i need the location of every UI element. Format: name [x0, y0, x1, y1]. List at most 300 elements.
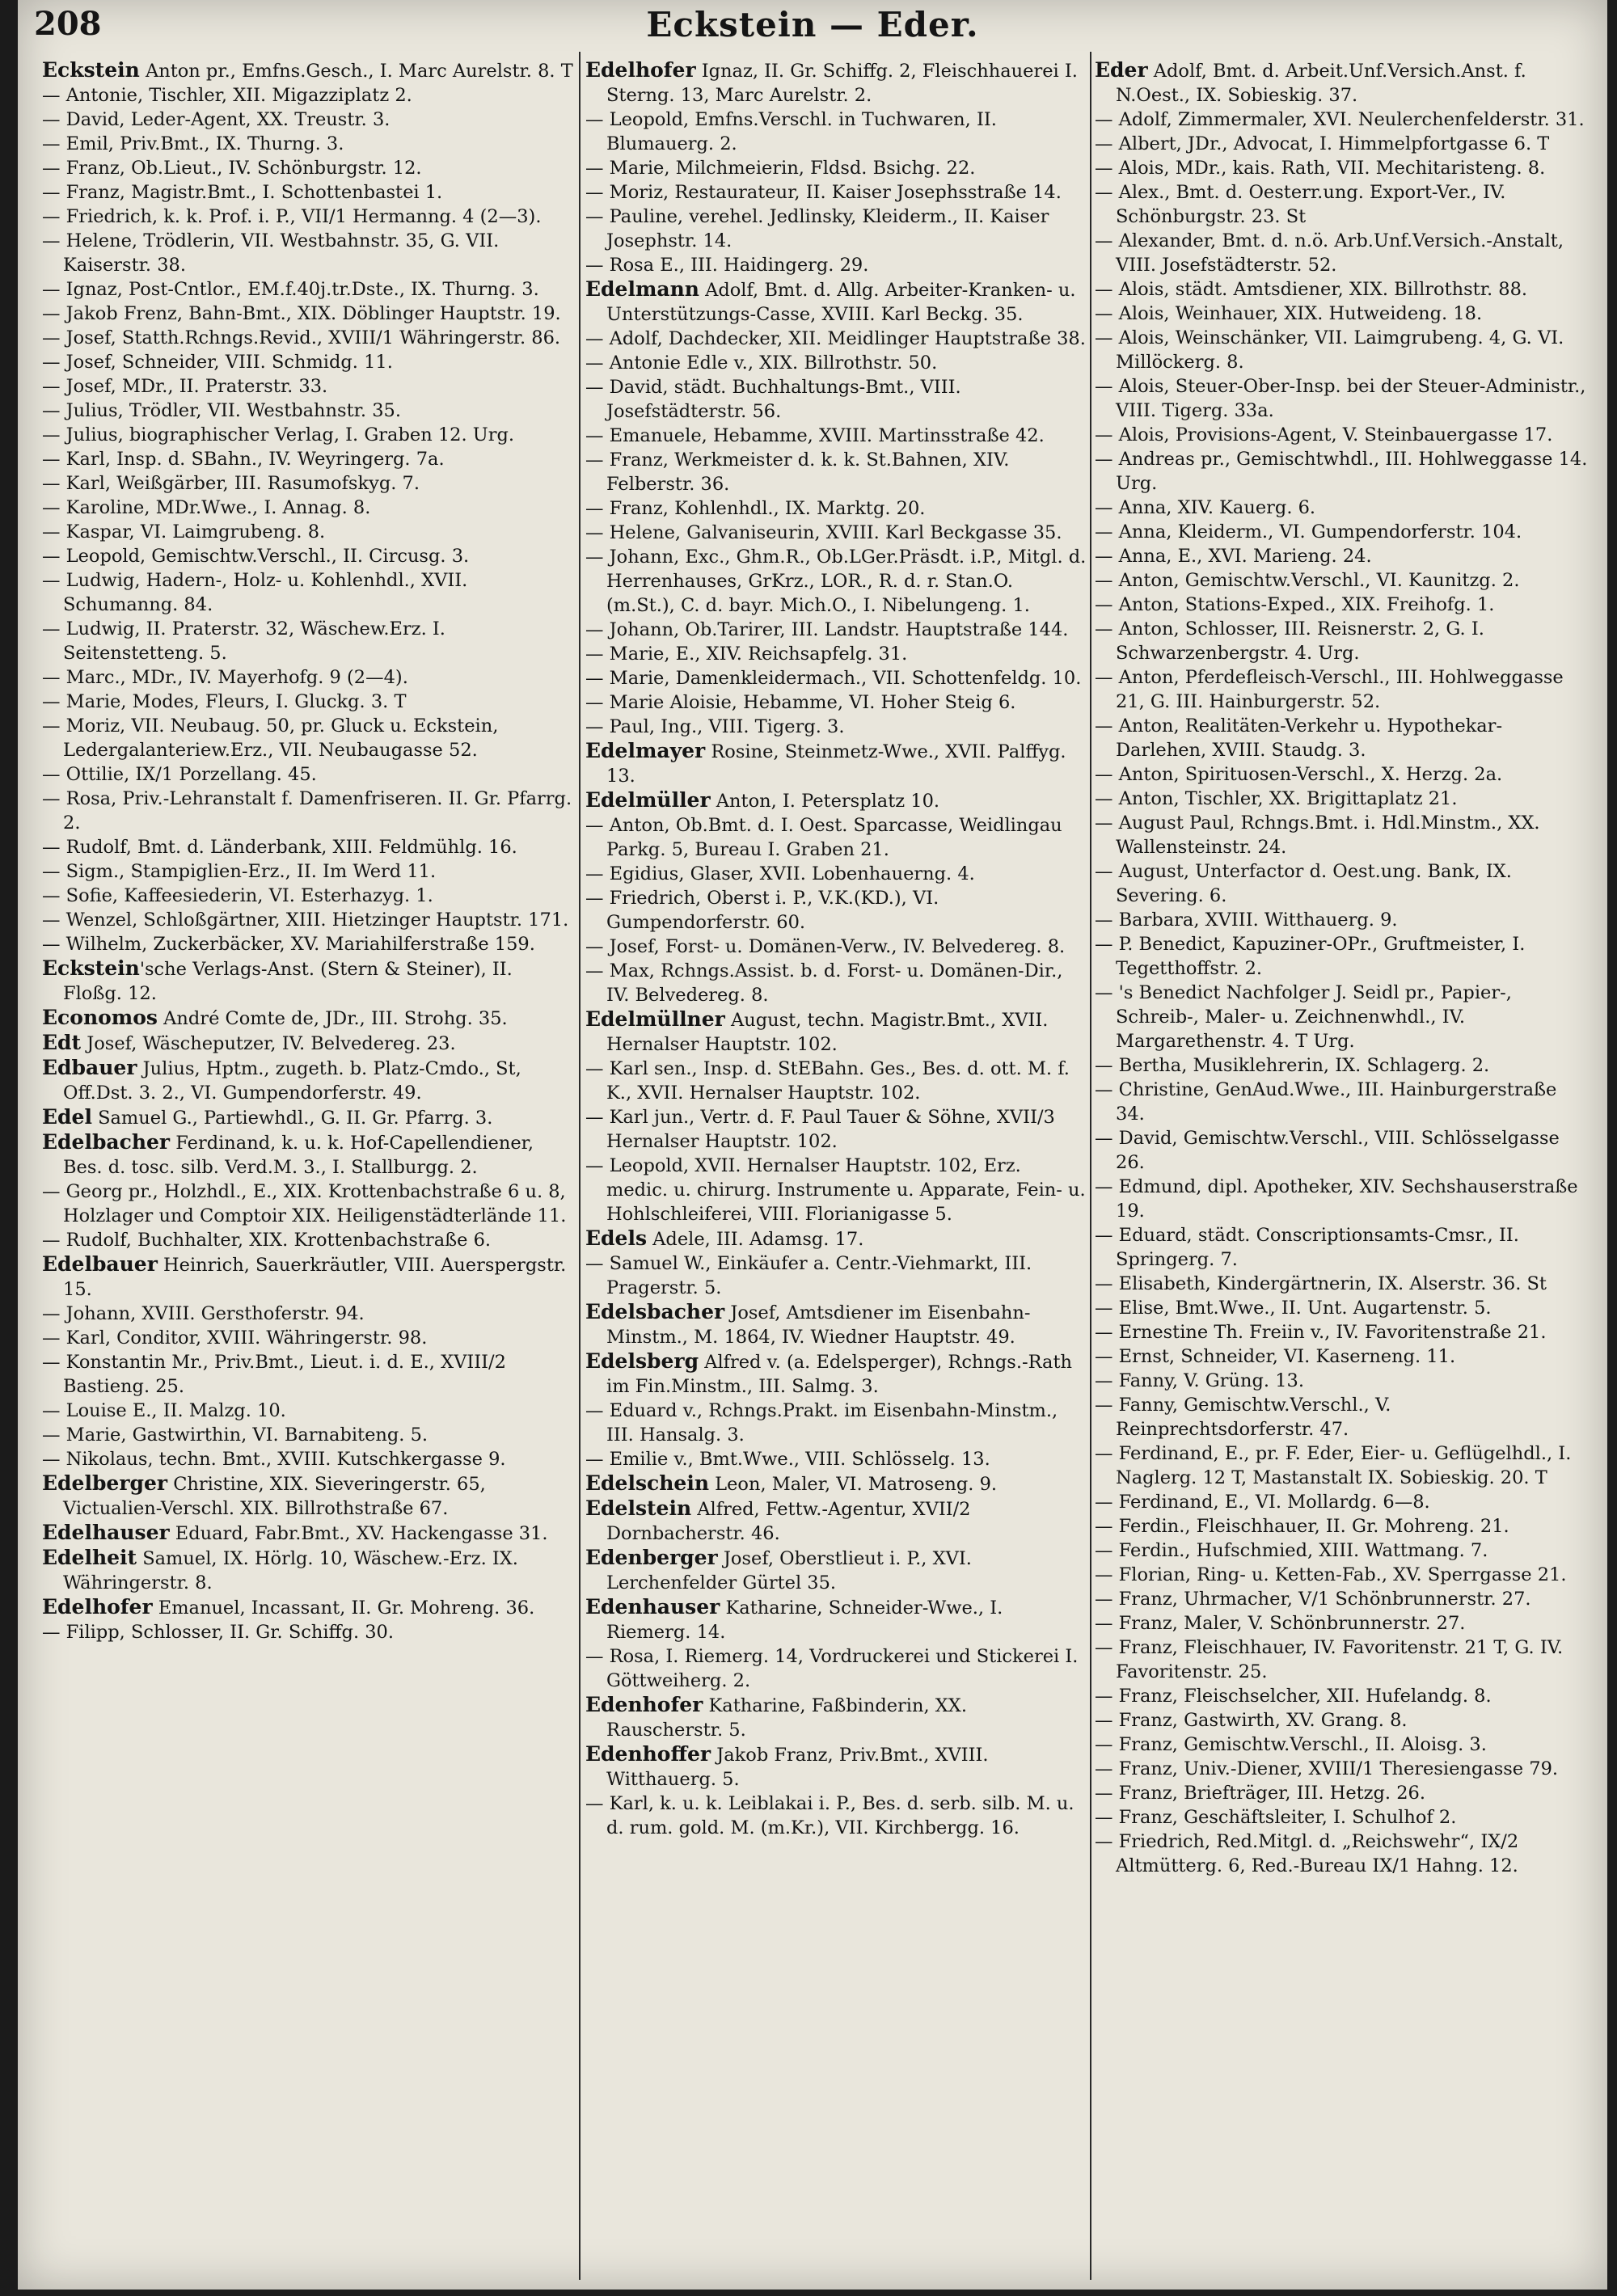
directory-entry	[585, 1644, 1087, 1693]
entry-text: — Ludwig, II. Praterstr. 32, Wäschew.Erz. I. Seitenstetteng. 5.	[42, 618, 445, 664]
directory-entry	[1095, 1369, 1588, 1393]
directory-entry	[585, 1496, 1087, 1546]
entry-headword: Edelsberg	[585, 1349, 699, 1373]
entry-text: — Ferdin., Hufschmied, XIII. Wattmang. 7.	[1095, 1540, 1488, 1561]
directory-entry	[1095, 423, 1588, 447]
entry-text: — Johann, Ob.Tarirer, III. Landstr. Hauptstraße 144.	[585, 619, 1069, 640]
entry-text: — Anton, Pferdefleisch-Verschl., III. Hohlweggasse 21, G. III. Hainburgerstr. 52.	[1095, 667, 1564, 712]
directory-entry	[42, 277, 576, 302]
entry-text: — Helene, Galvaniseurin, XVIII. Karl Beckgasse 35.	[585, 522, 1062, 543]
directory-entry	[1095, 1126, 1588, 1175]
entry-text: — Moriz, VII. Neubaug. 50, pr. Gluck u. Eckstein, Ledergalanteriew.Erz., VII. Neubaugasse 52.	[42, 715, 499, 761]
directory-entry	[1095, 981, 1588, 1053]
entry-text: Jakob Franz, Priv.Bmt., XVIII. Witthauerg. 5.	[606, 1745, 989, 1790]
directory-entry	[1095, 58, 1588, 108]
entry-text: — Pauline, verehel. Jedlinsky, Kleiderm., II. Kaiser Josephstr. 14.	[585, 206, 1049, 251]
entry-text: — August, Unterfactor d. Oest.ung. Bank, IX. Severing. 6.	[1095, 861, 1512, 906]
entry-text: Katharine, Schneider-Wwe., I. Riemerg. 14.	[606, 1597, 1003, 1643]
entry-text: — Ludwig, Hadern-, Holz- u. Kohlenhdl., XVII. Schumanng. 84.	[42, 570, 468, 615]
directory-entry	[42, 1130, 576, 1180]
entry-text: — Franz, Kohlenhdl., IX. Marktg. 20.	[585, 498, 926, 519]
directory-entry	[42, 665, 576, 690]
entry-text: — Karl, Insp. d. SBahn., IV. Weyringerg. 7a.	[42, 449, 445, 470]
entry-text: Adele, III. Adamsg. 17.	[647, 1229, 864, 1250]
entry-text: — Adolf, Dachdecker, XII. Meidlinger Hauptstraße 38.	[585, 328, 1086, 349]
entry-text: — Leopold, Gemischtw.Verschl., II. Circusg. 3.	[42, 546, 470, 567]
entry-text: — Franz, Ob.Lieut., IV. Schönburgstr. 12.	[42, 158, 422, 179]
directory-entry	[1095, 1830, 1588, 1878]
directory-entry	[585, 545, 1087, 618]
entry-text: — Alexander, Bmt. d. n.ö. Arb.Unf.Versich.-Anstalt, VIII. Josefstädterstr. 52.	[1095, 230, 1564, 276]
directory-entry	[585, 180, 1087, 205]
directory-entry	[1095, 714, 1588, 762]
entry-text: — Alois, Provisions-Agent, V. Steinbauergasse 17.	[1095, 424, 1553, 445]
entry-text: — Friedrich, Oberst i. P., V.K.(KD.), VI. Gumpendorferstr. 60.	[585, 888, 939, 933]
entry-text: — Paul, Ing., VIII. Tigerg. 3.	[585, 716, 845, 737]
entry-text: — Elisabeth, Kindergärtnerin, IX. Alserstr. 36. St	[1095, 1273, 1547, 1294]
directory-entry	[42, 471, 576, 496]
entry-text: — Josef, Statth.Rchngs.Revid., XVIII/1 Währingerstr. 86.	[42, 327, 561, 348]
entry-text: Alfred v. (a. Edelsperger), Rchngs.-Rath im Fin.Minstm., III. Salmg. 3.	[606, 1352, 1073, 1397]
entry-text: — Rudolf, Buchhalter, XIX. Krottenbachstraße 6.	[42, 1230, 492, 1251]
directory-entry	[1095, 544, 1588, 568]
directory-entry	[1095, 229, 1588, 277]
entry-text: — Anton, Realitäten-Verkehr u. Hypothekar-Darlehen, XVIII. Staudg. 3.	[1095, 715, 1503, 761]
directory-entry	[42, 762, 576, 787]
directory-entry	[585, 1349, 1087, 1399]
column-middle	[585, 58, 1087, 2273]
entry-text: Anton, I. Petersplatz 10.	[710, 791, 940, 812]
entry-text: — Anton, Ob.Bmt. d. I. Oest. Sparcasse, Weidlingau Parkg. 5, Bureau I. Graben 21.	[585, 815, 1062, 860]
entry-text: — Marie, E., XIV. Reichsapfelg. 31.	[585, 644, 908, 665]
directory-entry	[1095, 1320, 1588, 1344]
directory-entry	[1095, 568, 1588, 593]
entry-text: — Elise, Bmt.Wwe., II. Unt. Augartenstr. 5.	[1095, 1298, 1492, 1319]
entry-text: — Alois, Steuer-Ober-Insp. bei der Steuer-Administr., VIII. Tigerg. 33a.	[1095, 376, 1586, 421]
directory-entry	[585, 205, 1087, 253]
directory-entry	[585, 1007, 1087, 1057]
entry-text: — Franz, Uhrmacher, V/1 Schönbrunnerstr. 27.	[1095, 1589, 1531, 1610]
entry-text: — Antonie Edle v., XIX. Billrothstr. 50.	[585, 352, 938, 374]
directory-entry	[42, 58, 576, 83]
entry-text: — Franz, Geschäftsleiter, I. Schulhof 2.	[1095, 1807, 1457, 1828]
entry-text: — Anna, E., XVI. Marieng. 24.	[1095, 546, 1372, 567]
entry-text: — Antonie, Tischler, XII. Migazziplatz 2.	[42, 85, 412, 106]
directory-entry	[585, 327, 1087, 351]
entry-text: — Andreas pr., Gemischtwhdl., III. Hohlweggasse 14. Urg.	[1095, 449, 1588, 494]
directory-entry	[42, 1031, 576, 1056]
entry-headword: Eckstein	[42, 58, 140, 82]
directory-entry	[585, 496, 1087, 521]
entry-text: — Alois, städt. Amtsdiener, XIX. Billrothstr. 88.	[1095, 279, 1528, 300]
entry-headword: Edels	[585, 1226, 648, 1250]
entry-text: — Edmund, dipl. Apotheker, XIV. Sechshauserstraße 19.	[1095, 1176, 1578, 1222]
entry-text: Samuel, IX. Hörlg. 10, Wäschew.-Erz. IX. Währingerstr. 8.	[63, 1548, 518, 1593]
directory-entry	[585, 690, 1087, 715]
directory-entry	[42, 374, 576, 399]
entry-text: — Franz, Univ.-Diener, XVIII/1 Theresiengasse 79.	[1095, 1758, 1559, 1779]
entry-text: — Filipp, Schlosser, II. Gr. Schiffg. 30.	[42, 1622, 395, 1643]
entry-text: — Anna, XIV. Kauerg. 6.	[1095, 497, 1316, 518]
directory-entry	[42, 1180, 576, 1228]
directory-entry	[1095, 302, 1588, 326]
entry-text: — Florian, Ring- u. Ketten-Fab., XV. Sperrgasse 21.	[1095, 1564, 1567, 1585]
entry-headword: Economos	[42, 1006, 158, 1029]
directory-entry	[1095, 1611, 1588, 1635]
directory-entry	[1095, 1393, 1588, 1441]
directory-entry	[585, 1399, 1087, 1447]
directory-entry	[585, 1742, 1087, 1792]
directory-entry	[42, 520, 576, 544]
directory-entry	[1095, 1296, 1588, 1320]
entry-headword: Edelmann	[585, 277, 699, 301]
directory-entry	[1095, 108, 1588, 132]
entry-text: — Franz, Maler, V. Schönbrunnerstr. 27.	[1095, 1613, 1466, 1634]
directory-entry	[42, 835, 576, 859]
entry-text: — Rosa, Priv.-Lehranstalt f. Damenfriseren. II. Gr. Pfarrg. 2.	[42, 788, 572, 834]
directory-entry	[585, 351, 1087, 375]
entry-text: August, techn. Magistr.Bmt., XVII. Hernalser Hauptstr. 102.	[606, 1010, 1049, 1055]
entry-text: — Fanny, V. Grüng. 13.	[1095, 1370, 1304, 1391]
directory-entry	[585, 715, 1087, 739]
entry-text: — Leopold, Emfns.Verschl. in Tuchwaren, II. Blumauerg. 2.	[585, 109, 997, 154]
directory-entry	[42, 1326, 576, 1350]
directory-entry	[42, 714, 576, 762]
directory-entry	[1095, 1635, 1588, 1684]
directory-entry	[42, 617, 576, 665]
entry-text: — Karl, Weißgärber, III. Rasumofskyg. 7.	[42, 473, 420, 494]
entry-text: — Georg pr., Holzhdl., E., XIX. Krottenbachstraße 6 u. 8, Holzlager und Comptoir XIX. Heiligenstädterlände 11.	[42, 1181, 567, 1226]
directory-entry	[42, 1595, 576, 1620]
directory-entry	[1095, 859, 1588, 908]
entry-headword: Edelmüllner	[585, 1007, 725, 1031]
directory-entry	[585, 788, 1087, 813]
entry-text: — Friedrich, k. k. Prof. i. P., VII/1 Hermanng. 4 (2—3).	[42, 206, 542, 227]
directory-entry	[1095, 180, 1588, 229]
entry-text: — Adolf, Zimmermaler, XVI. Neulerchenfelderstr. 31.	[1095, 109, 1585, 130]
directory-entry	[585, 959, 1087, 1007]
entry-text: — Karl, Conditor, XVIII. Währingerstr. 98.	[42, 1327, 428, 1348]
directory-entry	[42, 1620, 576, 1644]
directory-entry	[1095, 1708, 1588, 1733]
entry-headword: Edenhoffer	[585, 1742, 711, 1766]
entry-text: Leon, Maler, VI. Matroseng. 9.	[709, 1474, 998, 1495]
directory-entry	[1095, 496, 1588, 520]
directory-entry	[42, 326, 576, 350]
directory-entry	[42, 496, 576, 520]
directory-entry	[1095, 1587, 1588, 1611]
entry-text: — Wenzel, Schloßgärtner, XIII. Hietzinger Hauptstr. 171.	[42, 910, 569, 931]
directory-entry	[585, 1057, 1087, 1105]
entry-text: — Anton, Stations-Exped., XIX. Freihofg. 1.	[1095, 594, 1495, 615]
directory-entry	[42, 956, 576, 1006]
directory-entry	[585, 1693, 1087, 1742]
column-right	[1095, 58, 1588, 2273]
directory-entry	[1095, 1223, 1588, 1272]
entry-text: 'sche Verlags-Anst. (Stern & Steiner), II. Floßg. 12.	[63, 959, 513, 1004]
entry-text: — Sofie, Kaffeesiederin, VI. Esterhazyg. 1.	[42, 885, 433, 906]
directory-entry	[585, 1792, 1087, 1840]
entry-headword: Edelmayer	[585, 739, 706, 762]
entry-text: André Comte de, JDr., III. Strohg. 35.	[158, 1008, 508, 1029]
entry-text: — Christine, GenAud.Wwe., III. Hainburgerstraße 34.	[1095, 1079, 1557, 1125]
directory-entry	[1095, 447, 1588, 496]
directory-entry	[42, 132, 576, 156]
entry-text: — Wilhelm, Zuckerbäcker, XV. Mariahilferstraße 159.	[42, 934, 535, 955]
entry-text: — Julius, Trödler, VII. Westbahnstr. 35.	[42, 400, 401, 421]
entry-text: — Julius, biographischer Verlag, I. Graben 12. Urg.	[42, 424, 515, 445]
directory-entry	[585, 935, 1087, 959]
entry-text: — Alois, Weinhauer, XIX. Hutweideng. 18.	[1095, 303, 1483, 324]
entry-text: — Ferdinand, E., VI. Mollardg. 6—8.	[1095, 1492, 1430, 1513]
entry-text: — Karl, k. u. k. Leiblakai i. P., Bes. d. serb. silb. M. u. d. rum. gold. M. (m.Kr.), VII. Kirchbergg. 16.	[585, 1793, 1074, 1838]
directory-entry	[585, 1251, 1087, 1300]
directory-entry	[42, 1228, 576, 1252]
directory-entry	[585, 618, 1087, 642]
directory-entry	[585, 862, 1087, 886]
entry-text: — Ernst, Schneider, VI. Kaserneng. 11.	[1095, 1346, 1456, 1367]
entry-text: — Anton, Spirituosen-Verschl., X. Herzg. 2a.	[1095, 764, 1503, 785]
directory-entry	[585, 253, 1087, 277]
entry-text: — Bertha, Musiklehrerin, IX. Schlagerg. 2.	[1095, 1055, 1490, 1076]
entry-text: — Marie, Milchmeierin, Fldsd. Bsichg. 22.	[585, 158, 976, 179]
entry-text: — Albert, JDr., Advocat, I. Himmelpfortgasse 6. T	[1095, 133, 1550, 154]
directory-entry	[42, 1399, 576, 1423]
directory-entry	[42, 423, 576, 447]
directory-entry	[585, 1105, 1087, 1154]
entry-headword: Edelberger	[42, 1471, 168, 1495]
entry-text: — 's Benedict Nachfolger J. Seidl pr., Papier-, Schreib-, Maler- u. Zeichnenwhdl., IV. Margarethenstr. 4. T Urg.	[1095, 982, 1512, 1052]
entry-text: — Franz, Fleischselcher, XII. Hufelandg. 8.	[1095, 1686, 1492, 1707]
entry-text: Ignaz, II. Gr. Schiffg. 2, Fleischhauerei I. Sterng. 13, Marc Aurelstr. 2.	[606, 61, 1078, 106]
directory-entry	[585, 739, 1087, 788]
entry-text: — Jakob Frenz, Bahn-Bmt., XIX. Döblinger Hauptstr. 19.	[42, 303, 561, 324]
entry-text: — David, städt. Buchhaltungs-Bmt., VIII. Josefstädterstr. 56.	[585, 377, 961, 422]
entry-text: — Emilie v., Bmt.Wwe., VIII. Schlösselg. 13.	[585, 1449, 990, 1470]
entry-headword: Edbauer	[42, 1056, 137, 1079]
entry-text: — Ferdinand, E., pr. F. Eder, Eier- u. Geflügelhdl., I. Naglerg. 12 T, Mastanstalt IX. Sobieskig. 20. T	[1095, 1443, 1572, 1488]
entry-text: — Josef, MDr., II. Praterstr. 33.	[42, 376, 328, 397]
entry-text: — Josef, Schneider, VIII. Schmidg. 11.	[42, 352, 393, 373]
directory-entry	[42, 1302, 576, 1326]
entry-text: Emanuel, Incassant, II. Gr. Mohreng. 36.	[152, 1597, 535, 1619]
entry-text: Alfred, Fettw.-Agentur, XVII/2 Dornbacherstr. 46.	[606, 1499, 971, 1544]
entry-text: Eduard, Fabr.Bmt., XV. Hackengasse 31.	[169, 1523, 548, 1544]
directory-entry	[42, 1006, 576, 1031]
running-head: Eckstein — Eder.	[646, 5, 979, 44]
entry-headword: Edenhauser	[585, 1595, 720, 1619]
entry-text: — Rudolf, Bmt. d. Länderbank, XIII. Feldmühlg. 16.	[42, 837, 517, 858]
directory-entry	[42, 180, 576, 205]
directory-entry	[585, 424, 1087, 448]
entry-text: — Franz, Gemischtw.Verschl., II. Aloisg. 3.	[1095, 1734, 1487, 1755]
directory-entry	[1095, 811, 1588, 859]
entry-text: — Konstantin Mr., Priv.Bmt., Lieut. i. d. E., XVIII/2 Bastieng. 25.	[42, 1352, 506, 1397]
entry-text: — Ignaz, Post-Cntlor., EM.f.40j.tr.Dste., IX. Thurng. 3.	[42, 279, 539, 300]
directory-entry	[42, 932, 576, 956]
entry-text: — Franz, Briefträger, III. Hetzg. 26.	[1095, 1783, 1426, 1804]
directory-entry	[585, 448, 1087, 496]
entry-text: Adolf, Bmt. d. Arbeit.Unf.Versich.Anst. f. N.Oest., IX. Sobieskig. 37.	[1116, 61, 1526, 106]
directory-entry	[1095, 1490, 1588, 1514]
entry-text: — Barbara, XVIII. Witthauerg. 9.	[1095, 910, 1398, 931]
directory-entry	[42, 83, 576, 108]
directory-entry	[585, 277, 1087, 327]
entry-text: — Franz, Magistr.Bmt., I. Schottenbastei 1.	[42, 182, 443, 203]
directory-entry	[42, 447, 576, 471]
entry-text: — Leopold, XVII. Hernalser Hauptstr. 102, Erz. medic. u. chirurg. Instrumente u. Apparate, Fein- u. Hohlschleiferei, VIII. Florianigasse 5.	[585, 1155, 1086, 1225]
entry-text: Adolf, Bmt. d. Allg. Arbeiter-Kranken- u. Unterstützungs-Casse, XVIII. Karl Beckg. 35.	[606, 280, 1076, 325]
directory-entry	[1095, 1563, 1588, 1587]
entry-headword: Edelhauser	[42, 1521, 170, 1544]
entry-text: — Sigm., Stampiglien-Erz., II. Im Werd 11.	[42, 861, 437, 882]
directory-entry	[1095, 520, 1588, 544]
entry-text: — Fanny, Gemischtw.Verschl., V. Reinprechtsdorferstr. 47.	[1095, 1395, 1391, 1440]
page-header	[18, 0, 1607, 57]
entry-text: — Marie, Damenkleidermach., VII. Schottenfeldg. 10.	[585, 668, 1082, 689]
directory-entry	[1095, 932, 1588, 981]
directory-entry	[1095, 1272, 1588, 1296]
entry-text: — Ottilie, IX/1 Porzellang. 45.	[42, 764, 317, 785]
entry-text: — David, Gemischtw.Verschl., VIII. Schlösselgasse 26.	[1095, 1128, 1560, 1173]
entry-text: — Karl jun., Vertr. d. F. Paul Tauer & Söhne, XVII/3 Hernalser Hauptstr. 102.	[585, 1107, 1055, 1152]
column-divider	[579, 52, 581, 2280]
entry-text: — Anton, Tischler, XX. Brigittaplatz 21.	[1095, 788, 1458, 809]
directory-entry	[585, 642, 1087, 666]
directory-entry	[42, 690, 576, 714]
entry-text: Christine, XIX. Sieveringerstr. 65, Victualien-Verschl. XIX. Billrothstraße 67.	[63, 1474, 486, 1519]
entry-headword: Edelbauer	[42, 1252, 158, 1276]
directory-entry	[1095, 787, 1588, 811]
directory-entry	[42, 350, 576, 374]
page-number: 208	[34, 5, 102, 43]
entry-text: — Eduard v., Rchngs.Prakt. im Eisenbahn-Minstm., III. Hansalg. 3.	[585, 1400, 1058, 1446]
entry-text: — Louise E., II. Malzg. 10.	[42, 1400, 286, 1421]
entry-text: Rosine, Steinmetz-Wwe., XVII. Palffyg. 13.	[606, 741, 1066, 787]
directory-entry	[42, 229, 576, 277]
entry-text: — P. Benedict, Kapuziner-OPr., Gruftmeister, I. Tegetthoffstr. 2.	[1095, 934, 1526, 979]
directory-entry	[1095, 132, 1588, 156]
directory-entry	[1095, 1175, 1588, 1223]
directory-entry	[585, 156, 1087, 180]
directory-entry	[1095, 665, 1588, 714]
entry-headword: Edelstein	[585, 1496, 692, 1520]
directory-entry	[1095, 1344, 1588, 1369]
entry-text: — Franz, Fleischhauer, IV. Favoritenstr. 21 T, G. IV. Favoritenstr. 25.	[1095, 1637, 1564, 1682]
directory-entry	[42, 302, 576, 326]
entry-text: — Karl sen., Insp. d. StEBahn. Ges., Bes. d. ott. M. f. K., XVII. Hernalser Hauptstr. 102.	[585, 1058, 1070, 1104]
directory-entry	[585, 1300, 1087, 1349]
directory-entry	[42, 1471, 576, 1521]
entry-text: Anton pr., Emfns.Gesch., I. Marc Aurelstr. 8. T	[139, 61, 573, 82]
entry-text: — Anton, Schlosser, III. Reisnerstr. 2, G. I. Schwarzenbergstr. 4. Urg.	[1095, 618, 1484, 664]
directory-entry	[42, 156, 576, 180]
entry-text: — Karoline, MDr.Wwe., I. Annag. 8.	[42, 497, 371, 518]
directory-entry	[585, 58, 1087, 108]
directory-entry	[42, 908, 576, 932]
entry-text: — Kaspar, VI. Laimgrubeng. 8.	[42, 521, 326, 542]
directory-entry	[1095, 1733, 1588, 1757]
entry-text: — Josef, Forst- u. Domänen-Verw., IV. Belvedereg. 8.	[585, 936, 1066, 957]
entry-text: Julius, Hptm., zugeth. b. Platz-Cmdo., St, Off.Dst. 3. 2., VI. Gumpendorferstr. 49.	[63, 1058, 521, 1104]
entry-headword: Edenhofer	[585, 1693, 703, 1716]
entry-text: Ferdinand, k. u. k. Hof-Capellendiener, Bes. d. tosc. silb. Verd.M. 3., I. Stallburgg. 2.	[63, 1133, 534, 1178]
directory-entry	[42, 399, 576, 423]
directory-entry	[42, 884, 576, 908]
directory-entry	[1095, 1053, 1588, 1078]
entry-text: — Johann, Exc., Ghm.R., Ob.LGer.Präsdt. i.P., Mitgl. d. Herrenhauses, GrKrz., LOR., R. d. r. Stan.O. (m.St.), C. d. bayr. Mich.O., I. Nibelungeng. 1.	[585, 547, 1087, 616]
entry-text: — Helene, Trödlerin, VII. Westbahnstr. 35, G. VII. Kaiserstr. 38.	[42, 230, 500, 276]
directory-entry	[1095, 617, 1588, 665]
entry-text: Heinrich, Sauerkräutler, VIII. Auerspergstr. 15.	[63, 1255, 567, 1300]
directory-entry	[42, 568, 576, 617]
directory-entry	[1095, 1781, 1588, 1805]
directory-entry	[42, 544, 576, 568]
directory-entry	[585, 1226, 1087, 1251]
directory-entry	[42, 1056, 576, 1105]
directory-entry	[42, 787, 576, 835]
entry-text: Katharine, Faßbinderin, XX. Rauscherstr. 5.	[606, 1695, 967, 1741]
directory-entry	[42, 205, 576, 229]
directory-entry	[42, 1447, 576, 1471]
directory-entry	[1095, 1684, 1588, 1708]
directory-entry	[585, 1546, 1087, 1595]
entry-text: — Marie, Modes, Fleurs, I. Gluckg. 3. T	[42, 691, 407, 712]
entry-text: — Marie, Gastwirthin, VI. Barnabiteng. 5.	[42, 1424, 429, 1446]
directory-entry	[1095, 908, 1588, 932]
directory-page	[18, 0, 1607, 2290]
directory-entry	[585, 1154, 1087, 1226]
directory-entry	[42, 1252, 576, 1302]
entry-headword: Edelmüller	[585, 788, 711, 812]
entry-headword: Edel	[42, 1105, 92, 1129]
entry-text: — Alois, Weinschänker, VII. Laimgrubeng. 4, G. VI. Millöckerg. 8.	[1095, 327, 1564, 373]
entry-text: — Egidius, Glaser, XVII. Lobenhauerng. 4.	[585, 863, 975, 884]
entry-text: — Anton, Gemischtw.Verschl., VI. Kaunitzg. 2.	[1095, 570, 1520, 591]
directory-entry	[1095, 593, 1588, 617]
entry-headword: Edelbacher	[42, 1130, 171, 1154]
column-divider	[1090, 52, 1091, 2280]
entry-text: — Franz, Werkmeister d. k. k. St.Bahnen, XIV. Felberstr. 36.	[585, 449, 1010, 495]
directory-entry	[1095, 277, 1588, 302]
directory-entry	[585, 1471, 1087, 1496]
entry-text: — August Paul, Rchngs.Bmt. i. Hdl.Minstm., XX. Wallensteinstr. 24.	[1095, 812, 1540, 858]
entry-text: — Ernestine Th. Freiin v., IV. Favoritenstraße 21.	[1095, 1322, 1547, 1343]
entry-text: — Emanuele, Hebamme, XVIII. Martinsstraße 42.	[585, 425, 1045, 446]
directory-entry	[42, 1521, 576, 1546]
directory-entry	[1095, 156, 1588, 180]
entry-headword: Edelhofer	[585, 58, 696, 82]
entry-text: — Nikolaus, techn. Bmt., XVIII. Kutschkergasse 9.	[42, 1449, 506, 1470]
directory-entry	[1095, 1441, 1588, 1490]
directory-entry	[585, 813, 1087, 862]
directory-entry	[1095, 1078, 1588, 1126]
entry-text: — Emil, Priv.Bmt., IX. Thurng. 3.	[42, 133, 344, 154]
entry-text: — Marie Aloisie, Hebamme, VI. Hoher Steig 6.	[585, 692, 1016, 713]
entry-headword: Edenberger	[585, 1546, 718, 1569]
directory-entry	[42, 859, 576, 884]
directory-entry	[1095, 374, 1588, 423]
entry-text: — Alois, MDr., kais. Rath, VII. Mechitaristeng. 8.	[1095, 158, 1546, 179]
directory-entry	[42, 1423, 576, 1447]
entry-text: — Ferdin., Fleischhauer, II. Gr. Mohreng. 21.	[1095, 1516, 1509, 1537]
directory-entry	[42, 1105, 576, 1130]
entry-headword: Edelhofer	[42, 1595, 153, 1619]
directory-entry	[42, 1350, 576, 1399]
directory-entry	[585, 521, 1087, 545]
entry-text: — Franz, Gastwirth, XV. Grang. 8.	[1095, 1710, 1408, 1731]
entry-text: — Max, Rchngs.Assist. b. d. Forst- u. Domänen-Dir., IV. Belvedereg. 8.	[585, 960, 1063, 1006]
